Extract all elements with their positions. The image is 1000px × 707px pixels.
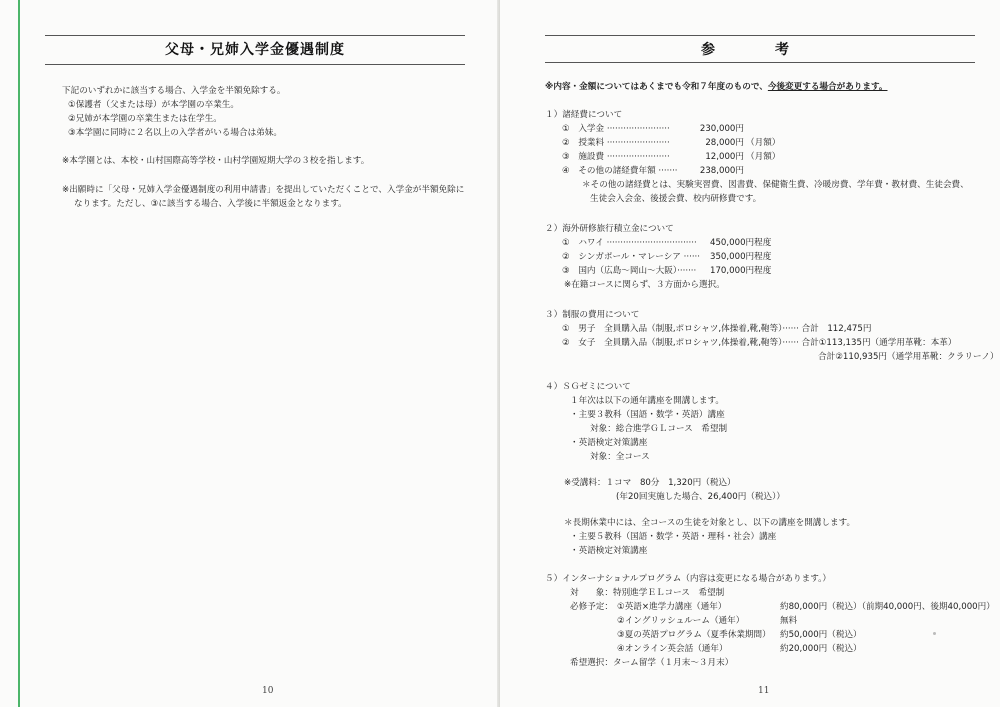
application-note-line2: なります。ただし、③に該当する場合、入学後に半額返金となります。 bbox=[74, 199, 347, 209]
application-note-line1: ※出願時に「父母・兄姉入学金優遇制度の利用申請書」を提出していただくことで、入学金が半額免除に bbox=[62, 185, 465, 195]
paper-speck bbox=[933, 632, 936, 635]
page-number-right: 11 bbox=[758, 686, 770, 696]
trip-row-3: ③ 国内（広島〜岡山〜大阪）······· bbox=[562, 266, 697, 276]
fee-row-1: ① 入学金 ······················· bbox=[562, 124, 670, 134]
intl-req-item-4: ④オンライン英会話（通年） bbox=[617, 644, 728, 654]
intl-req-item-2: ②イングリッシュルーム（通年） bbox=[617, 616, 745, 626]
trip-note: ※在籍コースに関らず、３方面から選択。 bbox=[564, 280, 725, 290]
condition-item-3: ③本学園に同時に２名以上の入学者がいる場合は弟妹。 bbox=[68, 128, 282, 138]
sg-long-3: ・英語検定対策講座 bbox=[570, 546, 648, 556]
sg-long-1: ＊長期休業中には、全コースの生徒を対象とし、以下の講座を開講します。 bbox=[564, 518, 856, 528]
intl-req-fee-4: 約20,000円（税込） bbox=[780, 644, 862, 654]
sg-line-3: 対象：総合進学ＧＬコース 希望制 bbox=[590, 424, 728, 434]
fee-amount-3: 12,000円 bbox=[705, 152, 744, 162]
uniform-row-female-alt: 合計②110,935円（通学用革靴：クラリーノ） bbox=[818, 352, 999, 362]
sg-long-2: ・主要５教科（国語・数学・英語・理科・社会）講座 bbox=[570, 532, 777, 542]
fee-row-4: ④ その他の諸経費年額 ······· bbox=[562, 166, 678, 176]
trip-row-2: ② シンガポール・マレーシア ······ bbox=[562, 252, 701, 262]
sg-fee-2: (年20回実施した場合、26,400円（税込）） bbox=[616, 492, 785, 502]
uniform-row-male: ① 男子 全員購入品（制服,ポロシャツ,体操着,靴,鞄等）······ 合計 112,475円 bbox=[562, 324, 872, 334]
intl-optional: 希望選択：ターム留学（１月末〜３月末） bbox=[570, 658, 734, 668]
right-page-title: 参考 bbox=[545, 35, 975, 63]
section3-heading: ３）制服の費用について bbox=[545, 310, 640, 320]
sg-line-4: ・英語検定対策講座 bbox=[570, 438, 648, 448]
section1-heading: １）諸経費について bbox=[545, 110, 623, 120]
other-fees-footnote-2: 生徒会入会金、後援会費、校内研修費です。 bbox=[590, 194, 762, 204]
uniform-row-female: ② 女子 全員購入品（制服,ポロシャツ,体操着,靴,鞄等）······ 合計①113,135円（通学用革靴：本革） bbox=[562, 338, 957, 348]
sg-line-5: 対象：全コース bbox=[590, 452, 650, 462]
disclaimer-notice: ※内容・金額についてはあくまでも令和７年度のもので、今後変更する場合があります。 bbox=[545, 82, 888, 92]
fee-note-3: （月額） bbox=[746, 152, 781, 162]
trip-row-1: ① ハワイ ································· bbox=[562, 238, 697, 248]
intl-required-label: 必修予定： bbox=[570, 602, 613, 612]
condition-item-1: ①保護者（父または母）が本学園の卒業生。 bbox=[68, 100, 239, 110]
page-number-left: 10 bbox=[262, 686, 274, 696]
other-fees-footnote-1: ＊その他の諸経費とは、実験実習費、図書費、保健衛生費、冷暖房費、学年費・教材費、生徒会費、 bbox=[582, 180, 969, 190]
fee-row-3: ③ 施設費 ······················· bbox=[562, 152, 670, 162]
section4-heading: ４）ＳＧゼミについて bbox=[545, 382, 631, 392]
sg-line-1: １年次は以下の通年講座を開講します。 bbox=[570, 396, 725, 406]
section5-heading: ５）インターナショナルプログラム（内容は変更になる場合があります。） bbox=[545, 574, 831, 584]
intl-req-item-1: ①英語×進学力講座（通年） bbox=[617, 602, 727, 612]
trip-amount-1: 450,000円程度 bbox=[710, 238, 772, 248]
intl-req-fee-3: 約50,000円（税込） bbox=[780, 630, 862, 640]
section2-heading: ２）海外研修旅行積立金について bbox=[545, 224, 674, 234]
fee-row-2: ② 授業料 ······················· bbox=[562, 138, 670, 148]
trip-amount-2: 350,000円程度 bbox=[710, 252, 772, 262]
fee-amount-4: 238,000円 bbox=[699, 166, 744, 176]
intl-req-fee-1: 約80,000円（税込）（前期40,000円、後期40,000円） bbox=[780, 602, 995, 612]
page-edge-stripe bbox=[18, 0, 20, 707]
right-page bbox=[500, 0, 1000, 707]
sg-fee-1: ※受講料：１コマ 80分 1,320円（税込） bbox=[564, 478, 736, 488]
fee-amount-1: 230,000円 bbox=[699, 124, 744, 134]
condition-item-2: ②兄姉が本学園の卒業生または在学生。 bbox=[68, 114, 222, 124]
intl-req-item-3: ③夏の英語プログラム（夏季休業期間） bbox=[617, 630, 771, 640]
fee-note-2: （月額） bbox=[746, 138, 781, 148]
left-page-title: 父母・兄姉入学金優遇制度 bbox=[45, 35, 465, 65]
intl-req-fee-2: 無料 bbox=[780, 616, 798, 626]
intl-target: 対 象：特別進学ＥＬコース 希望制 bbox=[570, 588, 725, 598]
trip-amount-3: 170,000円程度 bbox=[710, 266, 772, 276]
school-definition-note: ※本学園とは、本校・山村国際高等学校・山村学園短期大学の３校を指します。 bbox=[62, 156, 370, 166]
intro-text: 下記のいずれかに該当する場合、入学金を半額免除する。 bbox=[62, 86, 286, 96]
sg-line-2: ・主要３教科（国語・数学・英語）講座 bbox=[570, 410, 725, 420]
fee-amount-2: 28,000円 bbox=[705, 138, 744, 148]
